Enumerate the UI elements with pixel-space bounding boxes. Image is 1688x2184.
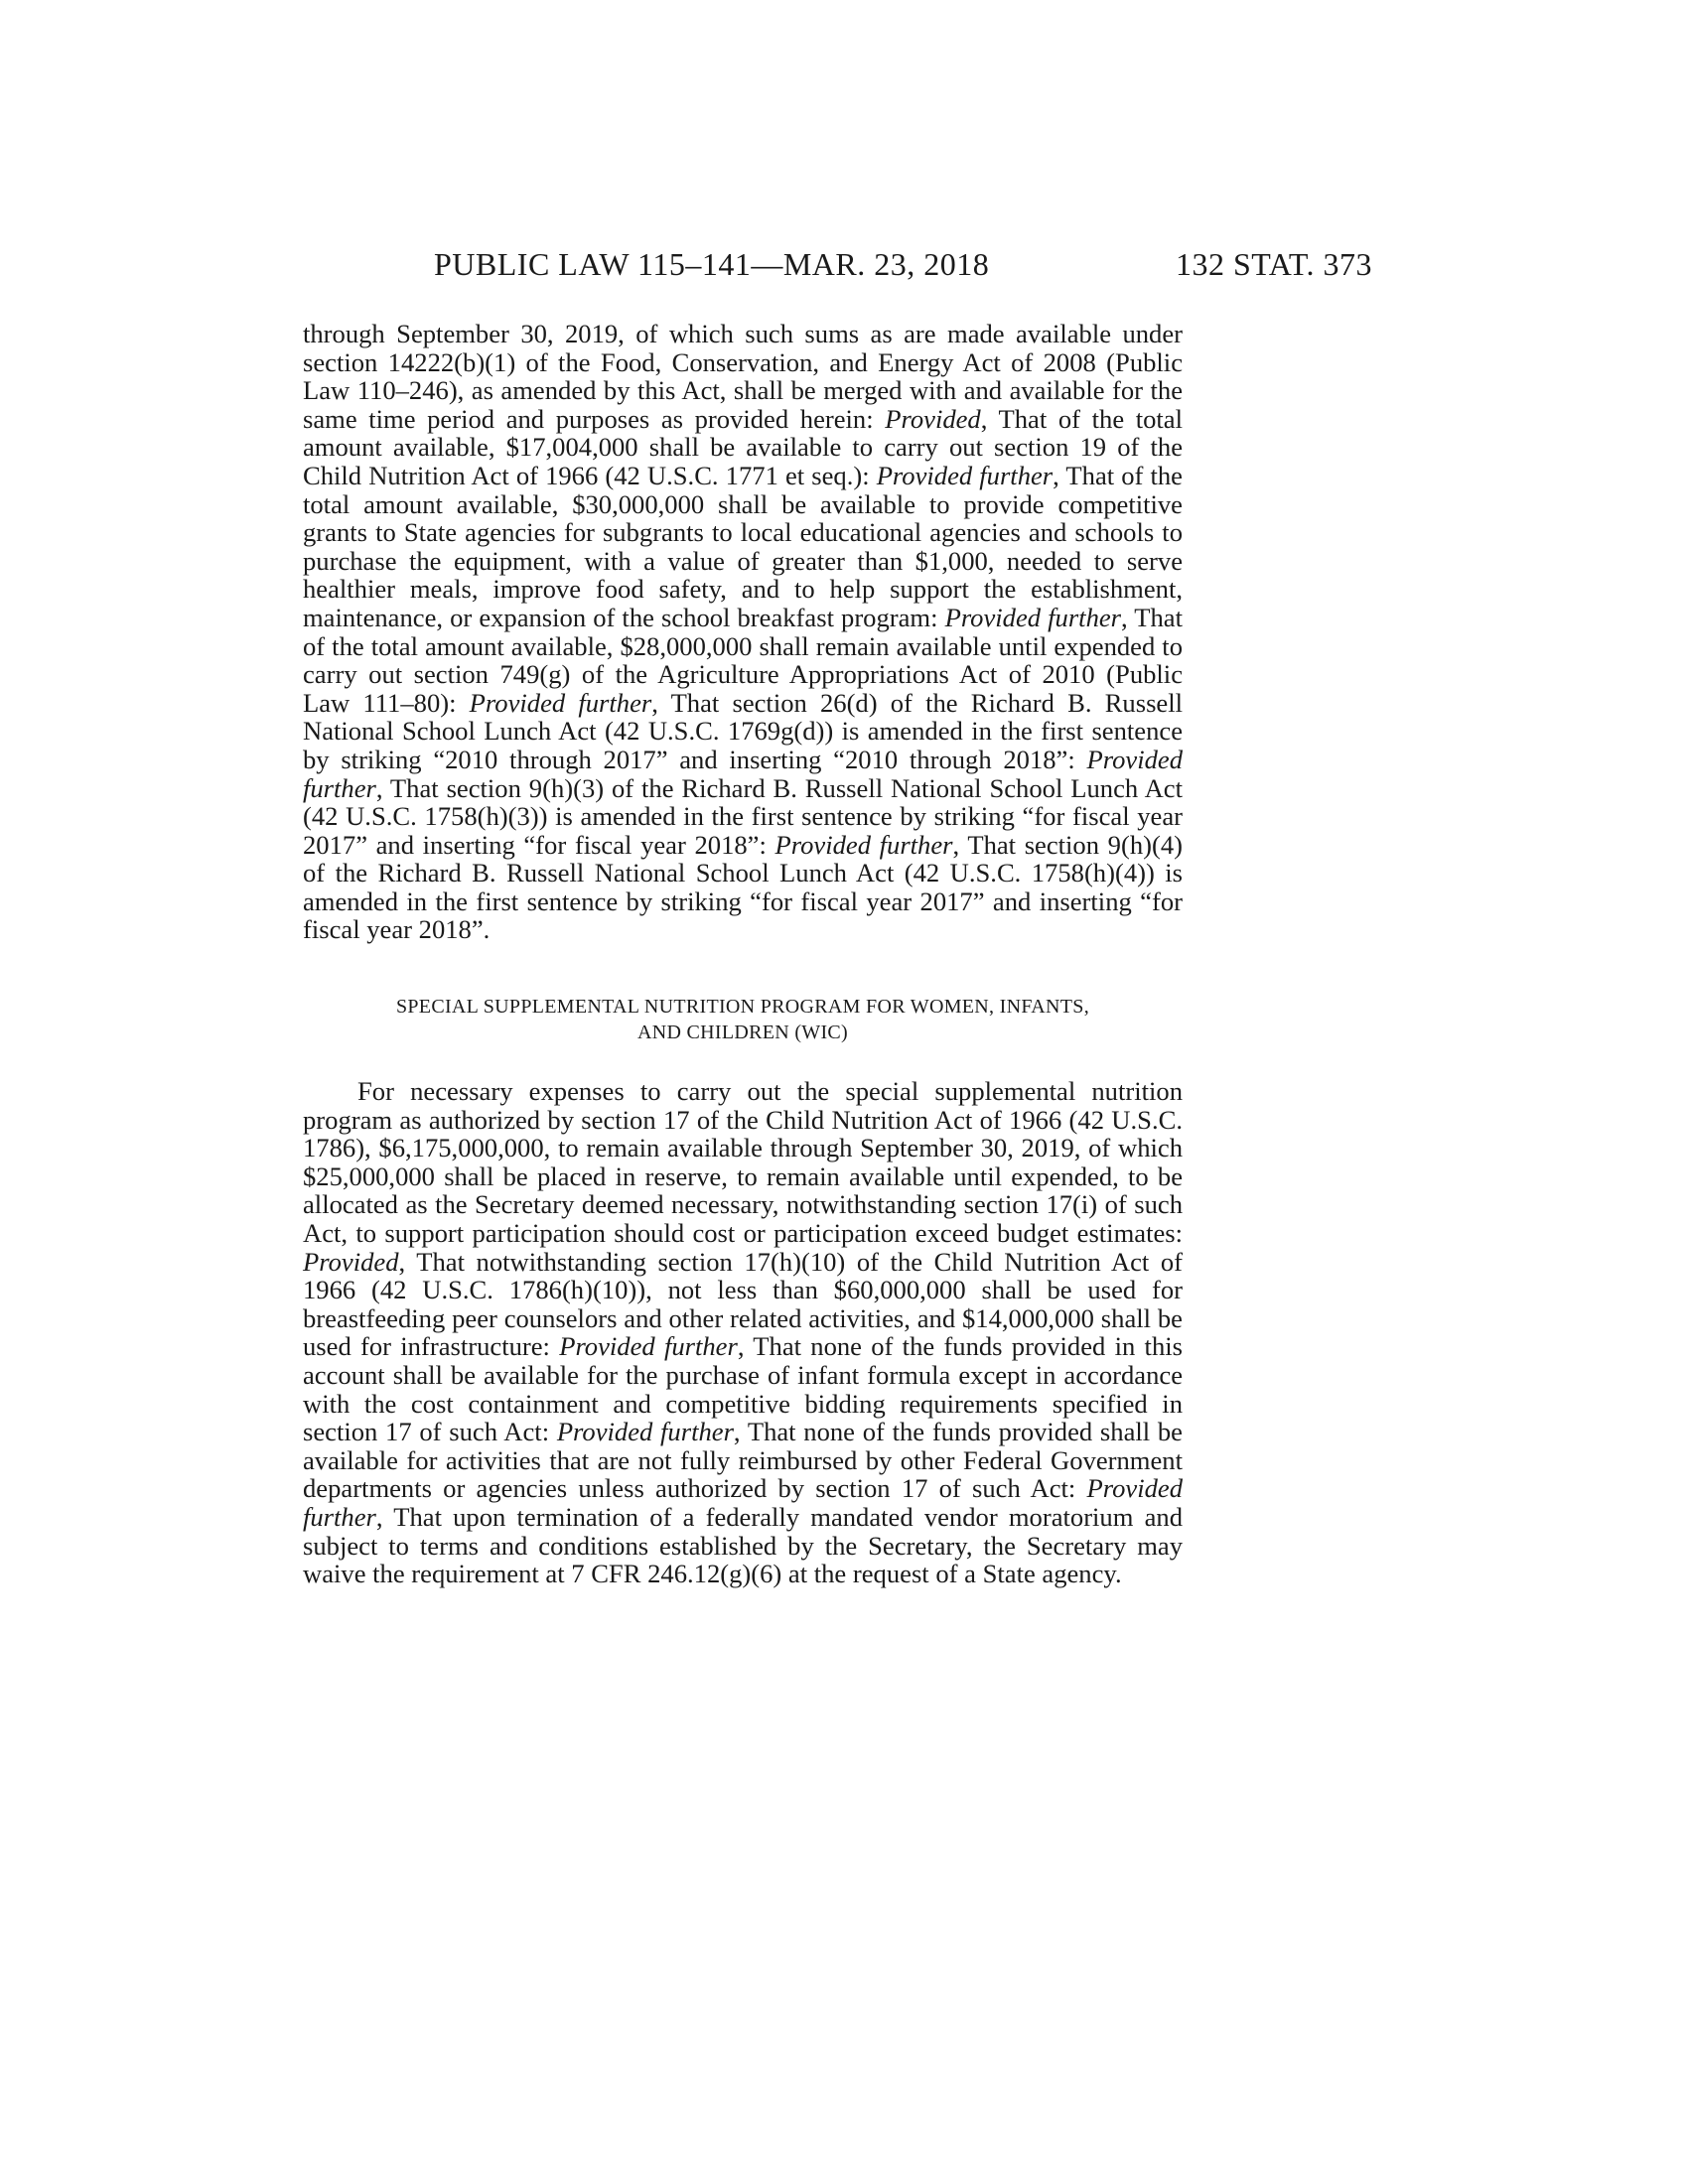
text-run: For necessary expenses to carry out the special supplemental nutrition program as authorized by section 17 of the Child Nutrition Act of 1966 (42 U.S.C. 1786), $6,175,000,000, to remain available through September 30, 2019, of which $25,000,000 shall be placed in reserve, to remain available until expended, to be allocated as the Secretary deemed necessary, notwithstanding section 17(i) of such Act, to support participation should cost or participation exceed budget estimates:	[303, 1076, 1183, 1249]
text-run: , That section 26(d) of the Richard B. Russell National School Lunch Act (42 U.S.C. 1769g(d)) is amended in the first sentence by striking “2010 through 2017” and inserting “2010 through 2018”:	[303, 687, 1184, 774]
text-run: through September 30, 2019, of which such sums as are made available under section 14222(b)(1) of the Food, Conservation, and Energy Act of 2008 (Public Law 110–246), as amended by this Act, shall be merged with and available for the same time period and purposes as provided herein:	[303, 319, 1183, 434]
continued-paragraph	[303, 320, 1183, 944]
text-run: , That none of the funds provided shall be available for activities that are not fully reimbursed by other Federal Government departments or agencies unless authorized by section 17 of such Act:	[303, 1417, 1183, 1504]
proviso-italic: Provided further	[303, 1473, 1183, 1532]
page-header	[298, 246, 1372, 286]
proviso-italic: Provided	[303, 1246, 399, 1277]
section-heading	[303, 994, 1183, 1045]
text-run: , That of the total amount available, $17,004,000 shall be available to carry out section 19 of the Child Nutrition Act of 1966 (42 U.S.C. 1771 et seq.):	[303, 403, 1184, 490]
statute-page-reference: 132 STAT. 373	[1175, 246, 1372, 282]
wic-paragraph	[303, 1077, 1183, 1588]
running-title: PUBLIC LAW 115–141—MAR. 23, 2018	[434, 246, 990, 282]
proviso-italic: Provided	[885, 403, 981, 434]
proviso-italic: Provided further	[774, 829, 953, 860]
text-run: , That upon termination of a federally mandated vendor moratorium and subject to terms and conditions established by the Secretary, the Secretary may waive the requirement at 7 CFR 246.12(g)(6) at the request of a State agency.	[303, 1501, 1183, 1589]
proviso-italic: Provided further	[876, 460, 1054, 490]
text-run: , That section 9(h)(3) of the Richard B. Russell National School Lunch Act (42 U.S.C. 1758(h)(3)) is amended in the first sentence by striking “for fiscal year 2017” and inserting “for fiscal year 2018”:	[303, 772, 1183, 860]
proviso-italic: Provided further	[559, 1331, 738, 1362]
text-run: , That section 9(h)(4) of the Richard B. Russell National School Lunch Act (42 U.S.C. 1758(h)(4)) is amended in the first sentence by striking “for fiscal year 2017” and inserting “for fiscal year 2018”.	[303, 829, 1183, 945]
section-heading-line: SPECIAL SUPPLEMENTAL NUTRITION PROGRAM FOR WOMEN, INFANTS,	[395, 996, 1090, 1019]
section-heading-line: AND CHILDREN (WIC)	[636, 1022, 849, 1044]
proviso-italic: Provided further	[944, 602, 1122, 632]
proviso-italic: Provided further	[303, 744, 1183, 803]
text-run: , That of the total amount available, $28,000,000 shall remain available until expended to carry out section 749(g) of the Agriculture Appropriations Act of 2010 (Public Law 111–80):	[303, 602, 1183, 718]
text-run: , That notwithstanding section 17(h)(10) of the Child Nutrition Act of 1966 (42 U.S.C. 1786(h)(10)), not less than $60,000,000 shall be used for breastfeeding peer counselors and other related activities, and $14,000,000 shall be used for infrastructure:	[303, 1246, 1183, 1362]
proviso-italic: Provided further	[469, 687, 652, 718]
document-body	[303, 320, 1183, 1588]
text-run: , That none of the funds provided in this account shall be available for the purchase of infant formula except in accordance with the cost containment and competitive bidding requirements specified in section 17 of such Act:	[303, 1331, 1183, 1447]
proviso-italic: Provided further	[556, 1417, 734, 1447]
text-run: , That of the total amount available, $30,000,000 shall be available to provide competitive grants to State agencies for subgrants to local educational agencies and schools to purchase the equipment, with a value of greater than $1,000, needed to serve healthier meals, improve food safety, and to help support the establishment, maintenance, or expansion of the school breakfast program:	[303, 460, 1183, 632]
